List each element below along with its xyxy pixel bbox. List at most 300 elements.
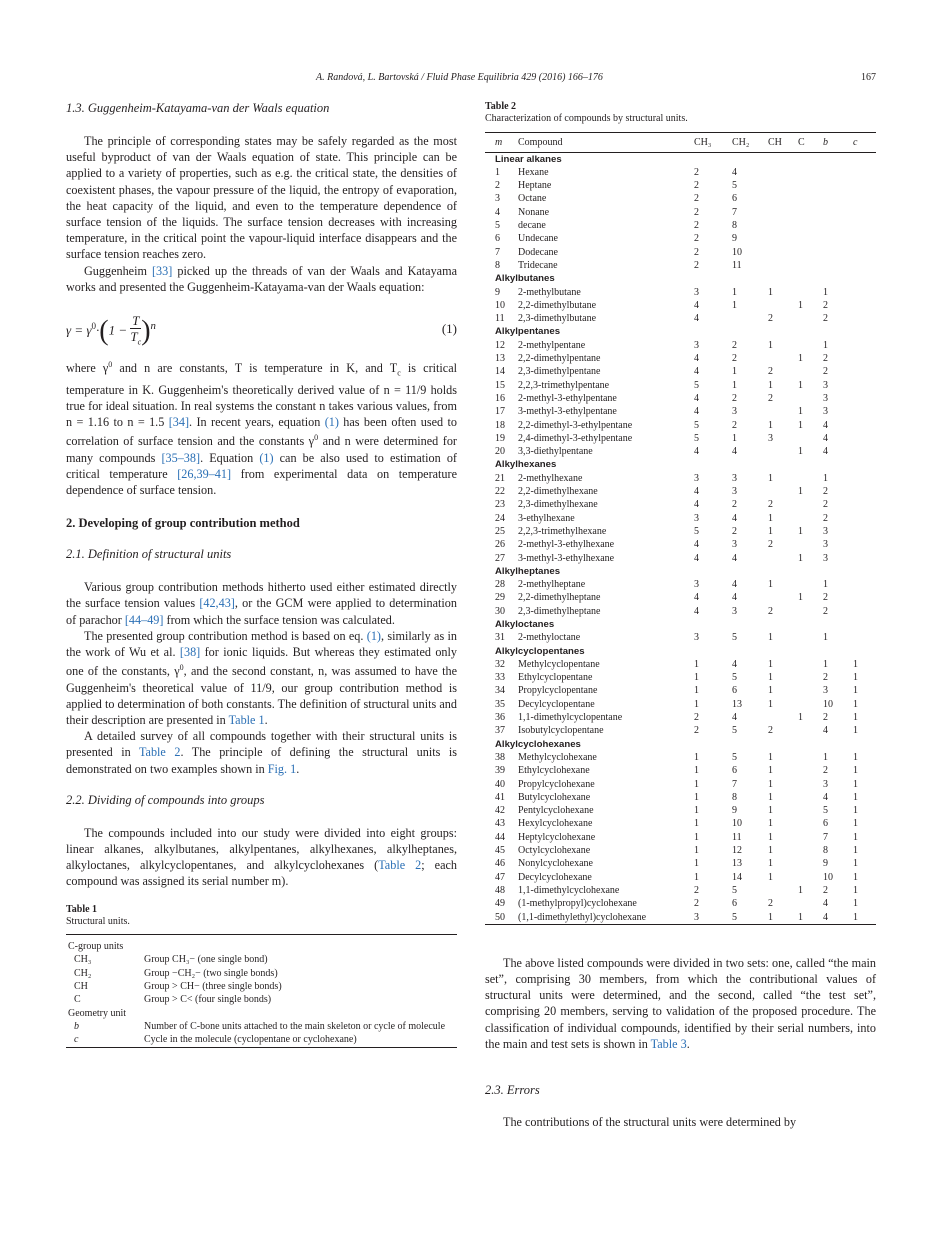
table-cell: 5 — [732, 725, 737, 737]
table-cell — [796, 658, 821, 671]
table-link[interactable]: Table 2 — [138, 745, 181, 760]
table-cell: 2,3-dimethylhexane — [518, 499, 598, 511]
column-header: C — [796, 133, 821, 153]
table-cell: 2 — [823, 366, 828, 378]
table-cell: 46 — [495, 858, 505, 870]
table-row — [485, 804, 876, 817]
table-cell — [851, 525, 876, 538]
table-cell: 1 — [823, 632, 828, 644]
table-cell: 4 — [823, 911, 828, 923]
table-cell: 1 — [853, 725, 858, 737]
table-cell: 3 — [694, 472, 699, 484]
table-cell — [796, 392, 821, 405]
table-cell: 1 — [768, 765, 773, 777]
table-cell — [851, 166, 876, 179]
table-cell: 1 — [694, 791, 699, 803]
equation-number: (1) — [441, 321, 457, 337]
table-cell: 1 — [853, 791, 858, 803]
paragraph: The principle of corresponding states may be safely regarded as the most useful byproduct of van der Waals equation of state. This principle can be applied to a variety of properties, such as e.g. the critical state, the densities of coexistent phases, the vapour pressure of the liquid, the entropy of evaporation, the heat capacity of the liquid, and even to the temperature dependence of surface tension of the liquids. The surface tension decreases with increasing temperature, in the critical point the vapour-liquid interface disappears and the surface tension reaches zero. — [66, 134, 457, 262]
table-label: Table 2 — [485, 101, 517, 112]
table-cell: (1,1-dimethylethyl)cyclohexane — [518, 911, 647, 923]
table-cell: 1,1-dimethylcyclohexane — [518, 884, 620, 896]
table-cell: 3 — [732, 486, 737, 498]
table-cell — [821, 192, 851, 205]
table-cell — [796, 791, 821, 804]
table-cell: 29 — [495, 592, 505, 604]
table-row — [485, 166, 876, 179]
table-cell: Hexylcyclohexane — [518, 818, 593, 830]
table-cell: 1 — [768, 685, 773, 697]
table-cell — [851, 591, 876, 604]
table-cell: 1 — [768, 472, 773, 484]
paragraph: The above listed compounds were divided in two sets: one, called “the main set”, comprising 30 members, from which the contributional values of structural units were determined, and the second, called “the test set”, comprising 20 members, serving to validation of the proposed procedure. The classification of individual compounds, identified by their serial numbers, into the main and test sets is shown in Table 3. — [485, 955, 876, 1051]
table-cell: 27 — [495, 552, 505, 564]
figure-link[interactable]: Fig. 1 — [267, 761, 297, 776]
table-cell — [821, 166, 851, 179]
citation-link[interactable]: [26,39–41] — [177, 466, 232, 481]
table-link[interactable]: Table 3 — [650, 1036, 687, 1051]
table-cell: 1 — [732, 432, 737, 444]
table-cell: Methylcyclopentane — [518, 658, 600, 670]
table-cell — [796, 246, 821, 259]
table-cell — [766, 552, 796, 565]
table-row — [66, 1007, 457, 1020]
table-cell — [796, 512, 821, 525]
table-cell: 3 — [732, 406, 737, 418]
table-row — [485, 485, 876, 498]
table-cell: 1 — [798, 911, 803, 923]
table-row — [485, 219, 876, 232]
table-cell: 1 — [768, 286, 773, 298]
table-cell: 3 — [694, 339, 699, 351]
table-cell: 1 — [694, 765, 699, 777]
table-cell: Pentylcyclohexane — [518, 805, 594, 817]
table-cell: 5 — [732, 911, 737, 923]
table-cell: 4 — [495, 206, 500, 218]
table-cell: 2 — [823, 299, 828, 311]
table-cell: 17 — [495, 406, 505, 418]
table-cell: 1 — [694, 658, 699, 670]
table-cell: 2 — [823, 884, 828, 896]
table-cell: 10 — [732, 818, 742, 830]
table-cell: Propylcyclohexane — [518, 778, 595, 790]
table-row — [485, 764, 876, 777]
table-cell — [766, 232, 796, 245]
table-cell: 5 — [694, 525, 699, 537]
equation-link[interactable]: (1) — [366, 628, 381, 643]
table-cell — [766, 405, 796, 418]
table-cell: 3 — [694, 286, 699, 298]
table-cell: 5 — [495, 220, 500, 232]
citation-link[interactable]: [38] — [179, 645, 201, 660]
table-cell — [821, 259, 851, 272]
table-cell — [851, 365, 876, 378]
table-cell: 1 — [853, 712, 858, 724]
table-cell: 1 — [694, 685, 699, 697]
table-cell — [766, 485, 796, 498]
table-cell: 2,3-dimethylbutane — [518, 313, 597, 325]
table-cell — [796, 897, 821, 910]
table-cell: 1 — [694, 805, 699, 817]
table-cell: 39 — [495, 765, 505, 777]
table-cell: 1 — [732, 286, 737, 298]
table-cell: 2,2-dimethylheptane — [518, 592, 601, 604]
table-cell — [766, 179, 796, 192]
section-2-3-title: 2.3. Errors — [485, 1083, 540, 1098]
table-cell: 2 — [823, 512, 828, 524]
group-header-row — [485, 272, 876, 285]
table-cell: 24 — [495, 512, 505, 524]
table-cell — [796, 498, 821, 511]
table-row — [485, 246, 876, 259]
table-cell — [851, 206, 876, 219]
citation-link[interactable]: [33] — [152, 263, 173, 278]
table-row — [485, 857, 876, 870]
paragraph: Various group contribution methods hitherto used either estimated directly the surface tension values [42,43], or the GCM were applied to determination of parachor [44–49] from which the surface tension was calculated. — [66, 580, 457, 627]
paragraph: The presented group contribution method is based on eq. (1), similarly as in the work of Wu et al. [38] for ionic liquids. But whereas they estimated only one of the constants, $\gamma^0$, and the second constant, n, was assumed to have the Guggenheim's theoretical value of 11/9, our group contribution method is applied to determination of both constants. The definition of structural units and their description are presented in Table 1. — [66, 628, 458, 727]
table-cell: 1 — [853, 858, 858, 870]
table-cell: 47 — [495, 871, 505, 883]
table-cell — [851, 498, 876, 511]
table-row — [485, 192, 876, 205]
table-cell: 4 — [694, 552, 699, 564]
table-cell — [796, 684, 821, 697]
table-cell: 1 — [768, 805, 773, 817]
table-row — [485, 498, 876, 511]
table-cell — [766, 711, 796, 724]
table-cell: C-group units — [68, 941, 124, 953]
group-header-row — [485, 565, 876, 578]
table-cell — [796, 778, 821, 791]
table-cell: 15 — [495, 379, 505, 391]
table-cell: 2-methylhexane — [518, 472, 583, 484]
table-cell: 8 — [823, 845, 828, 857]
table-cell: 1 — [768, 858, 773, 870]
table-cell: 3 — [694, 911, 699, 923]
table-cell — [851, 352, 876, 365]
table-cell — [851, 192, 876, 205]
table-cell: Group > CH− (three single bonds) — [144, 981, 282, 993]
table-cell: 40 — [495, 778, 505, 790]
page-number: 167 — [861, 72, 876, 83]
table-cell: Nonane — [518, 206, 550, 218]
group-header-row — [485, 738, 876, 751]
table-cell — [730, 312, 766, 325]
group-header-row — [485, 325, 876, 338]
table-cell: 4 — [694, 605, 699, 617]
table-row — [66, 1020, 457, 1033]
table-cell: 1 — [768, 512, 773, 524]
table-cell — [796, 857, 821, 870]
table-cell: 13 — [732, 698, 742, 710]
table-cell: 2 — [823, 605, 828, 617]
table-cell — [796, 844, 821, 857]
table-cell: 1 — [768, 778, 773, 790]
table-cell: 34 — [495, 685, 505, 697]
table-cell: 1 — [768, 871, 773, 883]
table-cell: 2 — [732, 353, 737, 365]
table-cell: 1 — [732, 366, 737, 378]
group-label: Linear alkanes — [495, 153, 562, 165]
table-cell: 4 — [732, 579, 737, 591]
table-cell: Nonylcyclohexane — [518, 858, 593, 870]
table-cell — [851, 286, 876, 299]
section-2-title: 2. Developing of group contribution method — [66, 516, 300, 531]
table-row — [485, 791, 876, 804]
table-cell: 1 — [694, 858, 699, 870]
table-cell: 6 — [732, 685, 737, 697]
table-cell: Group CH₃− (one single bond) — [144, 954, 268, 966]
table-cell: 4 — [694, 486, 699, 498]
table-cell: 12 — [732, 845, 742, 857]
table-row — [485, 525, 876, 538]
table-cell: 7 — [732, 206, 737, 218]
table-cell — [851, 552, 876, 565]
table-cell: 2 — [694, 166, 699, 178]
table-cell: 2 — [495, 180, 500, 192]
table-cell: 12 — [495, 339, 505, 351]
table-cell: 2 — [732, 525, 737, 537]
table-row — [485, 698, 876, 711]
table-cell: 6 — [823, 818, 828, 830]
table-cell: Ethylcyclopentane — [518, 672, 593, 684]
table-link[interactable]: Table 2 — [378, 858, 422, 873]
table-cell: 31 — [495, 632, 505, 644]
table-2 — [485, 132, 876, 925]
left-column — [66, 101, 457, 1048]
table-cell — [796, 192, 821, 205]
table-row — [485, 897, 876, 910]
table-cell — [821, 219, 851, 232]
citation-link[interactable]: [35–38] — [161, 450, 201, 465]
table-cell: Group > C< (four single bonds) — [144, 994, 272, 1006]
table-cell: 11 — [732, 831, 742, 843]
table-cell: 1 — [853, 672, 858, 684]
table-cell — [851, 219, 876, 232]
citation-link[interactable]: [44–49] — [124, 612, 164, 627]
table-cell: 3 — [732, 605, 737, 617]
table-cell: Number of C-bone units attached to the main skeleton or cycle of molecule — [144, 1020, 446, 1032]
table-cell: 4 — [694, 353, 699, 365]
paragraph: Guggenheim [33] picked up the threads of van der Waals and Katayama works and presented the Guggenheim-Katayama-van der Waals equation: — [66, 263, 457, 294]
table-cell — [821, 246, 851, 259]
equation-link[interactable]: (1) — [324, 415, 339, 430]
table-cell: 2,2-dimethylhexane — [518, 486, 598, 498]
table-cell: c — [74, 1034, 79, 1046]
table-link[interactable]: Table 1 — [228, 712, 265, 727]
table-cell: 5 — [694, 432, 699, 444]
table-cell: 1 — [798, 486, 803, 498]
citation-link[interactable]: [42,43] — [199, 596, 235, 611]
table-cell: CH — [74, 981, 88, 993]
table-cell: 4 — [823, 446, 828, 458]
table-cell: 1 — [798, 379, 803, 391]
table-cell: 1 — [823, 472, 828, 484]
table-cell: 9 — [495, 286, 500, 298]
table-cell: 43 — [495, 818, 505, 830]
table-cell: 2,3-dimethylheptane — [518, 605, 601, 617]
column-header: Compound — [516, 133, 692, 153]
table-cell: Geometry unit — [68, 1007, 127, 1019]
table-cell — [796, 605, 821, 618]
table-cell — [796, 259, 821, 272]
table-cell: 3 — [823, 778, 828, 790]
table-cell: 1 — [823, 579, 828, 591]
table-row — [66, 980, 457, 993]
table-cell: 5 — [694, 419, 699, 431]
table-cell: 4 — [732, 658, 737, 670]
table-cell: b — [74, 1020, 79, 1032]
table-cell — [851, 472, 876, 485]
table-cell: Methylcyclohexane — [518, 751, 597, 763]
table-cell — [796, 179, 821, 192]
table-cell — [796, 219, 821, 232]
table-cell: Heptane — [518, 180, 552, 192]
table-cell: 1 — [823, 658, 828, 670]
table-cell: 2 — [732, 392, 737, 404]
column-header: m — [485, 133, 516, 153]
table-cell: 23 — [495, 499, 505, 511]
table-cell: 19 — [495, 432, 505, 444]
table-cell: 4 — [694, 366, 699, 378]
table-cell: 4 — [823, 432, 828, 444]
table-cell: 26 — [495, 539, 505, 551]
table-row — [66, 953, 457, 966]
table-cell — [766, 206, 796, 219]
table-cell: 1 — [768, 845, 773, 857]
group-header-row — [485, 618, 876, 631]
table-cell: 2,2,3-trimethylpentane — [518, 379, 610, 391]
table-row — [485, 631, 876, 644]
table-cell — [851, 605, 876, 618]
table-cell: 3 — [732, 472, 737, 484]
table-cell — [796, 671, 821, 684]
table-cell — [796, 365, 821, 378]
table-cell: 32 — [495, 658, 505, 670]
table-cell — [796, 804, 821, 817]
table-cell: 3,3-diethylpentane — [518, 446, 593, 458]
table-cell: 4 — [823, 725, 828, 737]
table-cell: 1 — [798, 406, 803, 418]
table-cell: 4 — [694, 313, 699, 325]
table-cell: 1 — [732, 299, 737, 311]
table-cell: 1 — [853, 805, 858, 817]
table-cell: Group −CH₂− (two single bonds) — [144, 967, 278, 979]
table-cell — [796, 631, 821, 644]
table-cell — [796, 764, 821, 777]
table-row — [485, 512, 876, 525]
table-cell: 1 — [768, 658, 773, 670]
citation-link[interactable]: [34] — [168, 415, 190, 430]
table-cell: 5 — [732, 751, 737, 763]
table-cell: Isobutylcyclopentane — [518, 725, 604, 737]
group-label: Alkylcyclopentanes — [495, 645, 585, 657]
table-row — [485, 259, 876, 272]
table-cell: 4 — [732, 166, 737, 178]
table-row — [485, 605, 876, 618]
table-cell: 5 — [732, 180, 737, 192]
table-row — [485, 299, 876, 312]
table-cell: Decylcyclopentane — [518, 698, 595, 710]
table-cell: 1 — [694, 698, 699, 710]
table-cell: 3 — [694, 512, 699, 524]
table-cell: 1 — [823, 339, 828, 351]
table-cell: 2 — [823, 592, 828, 604]
table-cell: Hexane — [518, 166, 549, 178]
table-cell: 9 — [732, 233, 737, 245]
table-row — [485, 419, 876, 432]
table-cell: 1 — [694, 751, 699, 763]
table-cell — [851, 339, 876, 352]
group-label: Alkylbutanes — [495, 273, 555, 285]
equation-link[interactable]: (1) — [259, 450, 274, 465]
table-cell: 3-methyl-3-ethylpentane — [518, 406, 617, 418]
table-cell — [766, 219, 796, 232]
right-column — [485, 101, 876, 1130]
table-row — [485, 472, 876, 485]
table-cell: 2 — [823, 672, 828, 684]
table-cell: 4 — [694, 299, 699, 311]
table-cell: Butylcyclohexane — [518, 791, 591, 803]
table-cell: 10 — [823, 698, 833, 710]
table-cell: 1 — [853, 751, 858, 763]
table-cell — [851, 578, 876, 591]
table-cell: 2,2,3-trimethylhexane — [518, 525, 607, 537]
table-cell: 3 — [768, 432, 773, 444]
table-row — [485, 206, 876, 219]
table-cell — [796, 206, 821, 219]
table-cell — [851, 259, 876, 272]
table-cell — [796, 698, 821, 711]
table-cell: 1 — [853, 831, 858, 843]
table-cell: 2 — [768, 539, 773, 551]
table-cell: 1 — [768, 632, 773, 644]
table-cell: 6 — [732, 765, 737, 777]
table-cell: 1 — [853, 765, 858, 777]
table-cell: 1 — [768, 339, 773, 351]
table-cell: 5 — [732, 672, 737, 684]
table-cell: 5 — [694, 379, 699, 391]
table-cell: 3-ethylhexane — [518, 512, 575, 524]
table-row — [485, 751, 876, 764]
table-cell: 1 — [768, 791, 773, 803]
table-row — [485, 684, 876, 697]
table-cell: 3 — [732, 539, 737, 551]
table-cell: 10 — [823, 871, 833, 883]
table-cell: 6 — [495, 233, 500, 245]
table-cell: 1 — [853, 898, 858, 910]
table-cell: 5 — [823, 805, 828, 817]
table-row — [66, 1033, 457, 1047]
table-cell: 4 — [694, 592, 699, 604]
table-cell: 1,1-dimethylcyclopentane — [518, 712, 623, 724]
table-cell: 2,2-dimethylpentane — [518, 353, 601, 365]
table-cell: 9 — [732, 805, 737, 817]
table-row — [485, 232, 876, 245]
table-cell: 2 — [823, 486, 828, 498]
table-cell: 8 — [732, 220, 737, 232]
table-row — [66, 967, 457, 980]
column-header: b — [821, 133, 851, 153]
table-cell: 42 — [495, 805, 505, 817]
table-cell: Octylcyclohexane — [518, 845, 591, 857]
table-cell: 3 — [823, 525, 828, 537]
table-cell: 2 — [694, 246, 699, 258]
table-cell — [851, 631, 876, 644]
table-cell — [796, 166, 821, 179]
table-row — [485, 339, 876, 352]
table-cell: 1 — [798, 446, 803, 458]
